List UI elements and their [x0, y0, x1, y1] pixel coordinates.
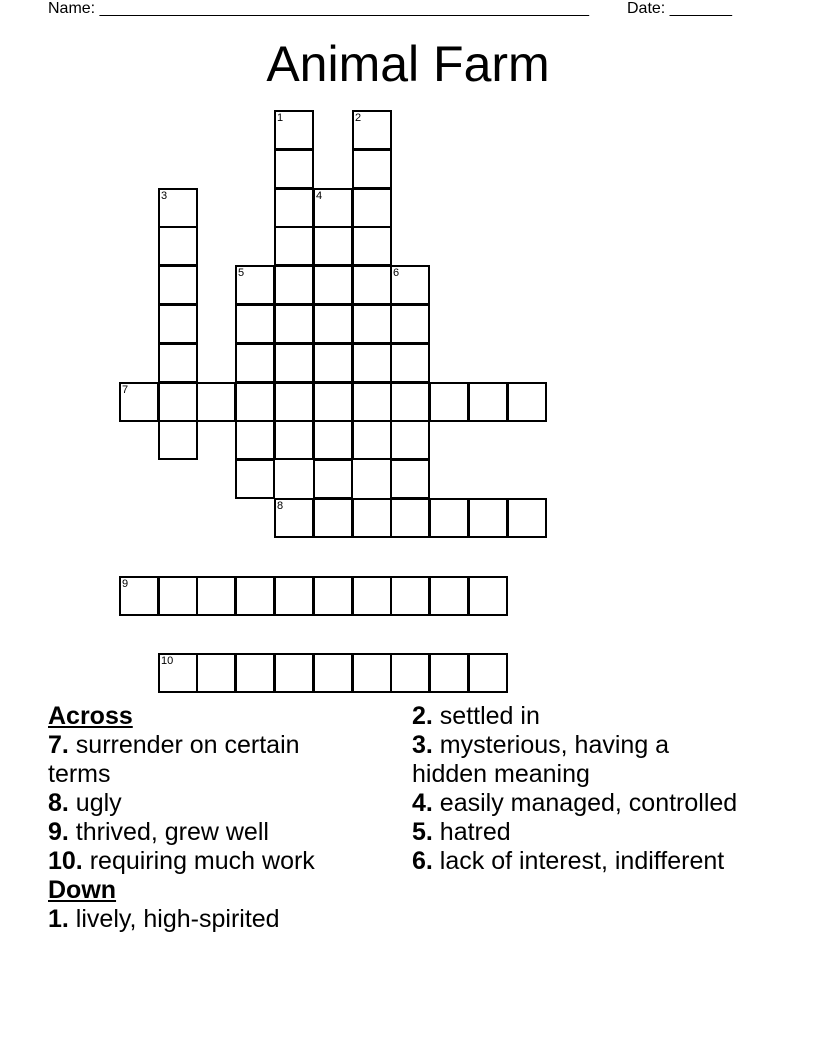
grid-cell[interactable]	[158, 382, 198, 422]
grid-cell[interactable]	[468, 498, 508, 538]
grid-cell[interactable]	[352, 149, 392, 189]
clue-number-label: 9	[122, 578, 129, 590]
grid-cell[interactable]	[235, 382, 275, 422]
grid-cell[interactable]	[352, 226, 392, 266]
grid-cell[interactable]	[390, 576, 430, 616]
clue-number-label: 7	[122, 384, 129, 396]
grid-cell[interactable]	[390, 653, 430, 693]
clue-number-label: 10	[161, 655, 174, 667]
clue-number: 9.	[48, 818, 69, 846]
clue-number-label: 1	[277, 112, 284, 124]
grid-cell[interactable]	[235, 459, 275, 499]
grid-cell[interactable]	[196, 382, 236, 422]
grid-cell[interactable]	[429, 382, 469, 422]
grid-cell[interactable]	[274, 653, 314, 693]
clue-text: settled in	[432, 702, 540, 730]
clue-item	[412, 818, 742, 847]
grid-cell[interactable]	[196, 653, 236, 693]
grid-cell[interactable]	[274, 149, 314, 189]
clue-item	[48, 789, 368, 818]
grid-cell[interactable]	[313, 343, 353, 383]
down-clue-list-continued	[412, 702, 742, 876]
clue-text: mysterious, having a hidden meaning	[412, 731, 670, 788]
clues-right-column	[412, 702, 742, 876]
grid-cell[interactable]	[313, 459, 353, 499]
clue-number-label: 6	[393, 267, 400, 279]
grid-cell[interactable]	[507, 382, 547, 422]
grid-cell[interactable]	[313, 382, 353, 422]
clue-number: 3.	[412, 731, 433, 759]
grid-cell[interactable]	[158, 653, 198, 693]
across-heading: Across	[48, 702, 133, 730]
grid-cell[interactable]	[274, 265, 314, 305]
grid-cell[interactable]	[158, 576, 198, 616]
clue-number: 5.	[412, 818, 433, 846]
date-field-label: Date: _______	[627, 0, 732, 17]
grid-cell[interactable]	[313, 304, 353, 344]
grid-cell[interactable]	[158, 304, 198, 344]
clues-left-column	[48, 702, 368, 934]
grid-cell[interactable]	[352, 420, 392, 460]
clue-text: surrender on certain terms	[48, 731, 300, 788]
grid-cell[interactable]	[390, 420, 430, 460]
grid-cell[interactable]	[429, 576, 469, 616]
grid-cell[interactable]	[158, 226, 198, 266]
grid-cell[interactable]	[429, 498, 469, 538]
grid-cell[interactable]	[390, 498, 430, 538]
grid-cell[interactable]	[235, 576, 275, 616]
grid-cell[interactable]	[468, 382, 508, 422]
clue-text: requiring much work	[82, 847, 315, 875]
clue-text: ugly	[68, 789, 122, 817]
grid-cell[interactable]	[352, 343, 392, 383]
grid-cell[interactable]	[274, 382, 314, 422]
clue-number: 8.	[48, 789, 69, 817]
grid-cell[interactable]	[235, 653, 275, 693]
clue-text: lively, high-spirited	[68, 905, 280, 933]
grid-cell[interactable]	[352, 110, 392, 150]
grid-cell[interactable]	[313, 498, 353, 538]
across-clue-list	[48, 731, 368, 876]
grid-cell[interactable]	[196, 576, 236, 616]
grid-cell[interactable]	[468, 653, 508, 693]
clue-number-label: 4	[316, 190, 323, 202]
grid-cell[interactable]	[429, 653, 469, 693]
grid-cell[interactable]	[390, 304, 430, 344]
clue-item	[412, 789, 742, 818]
grid-cell[interactable]	[158, 265, 198, 305]
page-title: Animal Farm	[266, 36, 550, 92]
clue-item	[48, 905, 368, 934]
down-clue-list-start	[48, 905, 368, 934]
grid-cell[interactable]	[313, 265, 353, 305]
grid-cell[interactable]	[158, 420, 198, 460]
grid-cell[interactable]	[390, 459, 430, 499]
clue-item	[412, 702, 742, 731]
grid-cell[interactable]	[274, 110, 314, 150]
grid-cell[interactable]	[507, 498, 547, 538]
grid-cell[interactable]	[468, 576, 508, 616]
grid-cell[interactable]	[313, 188, 353, 228]
clue-item	[412, 847, 742, 876]
clue-item	[48, 847, 368, 876]
grid-cell[interactable]	[158, 343, 198, 383]
clue-number-label: 3	[161, 190, 168, 202]
grid-cell[interactable]	[235, 265, 275, 305]
grid-cell[interactable]	[390, 265, 430, 305]
grid-cell[interactable]	[352, 304, 392, 344]
clue-text: thrived, grew well	[68, 818, 269, 846]
grid-cell[interactable]	[352, 188, 392, 228]
clue-number: 1.	[48, 905, 69, 933]
clue-number: 10.	[48, 847, 83, 875]
clue-number-label: 5	[238, 267, 245, 279]
clue-item	[48, 818, 368, 847]
grid-cell[interactable]	[352, 653, 392, 693]
grid-cell[interactable]	[119, 576, 159, 616]
name-field-label: Name: _______________________________________________________	[48, 0, 589, 17]
grid-cell[interactable]	[235, 304, 275, 344]
grid-cell[interactable]	[352, 576, 392, 616]
grid-cell[interactable]	[274, 188, 314, 228]
grid-cell[interactable]	[313, 576, 353, 616]
grid-cell[interactable]	[352, 265, 392, 305]
grid-cell[interactable]	[274, 420, 314, 460]
clue-text: hatred	[432, 818, 511, 846]
clue-number: 2.	[412, 702, 433, 730]
down-heading: Down	[48, 876, 117, 904]
clue-number: 7.	[48, 731, 69, 759]
grid-cell[interactable]	[119, 382, 159, 422]
clue-number: 4.	[412, 789, 433, 817]
grid-cell[interactable]	[390, 382, 430, 422]
grid-cell[interactable]	[274, 343, 314, 383]
grid-cell[interactable]	[313, 653, 353, 693]
grid-cell[interactable]	[313, 420, 353, 460]
grid-cell[interactable]	[274, 576, 314, 616]
clue-number-label: 2	[355, 112, 362, 124]
grid-cell[interactable]	[313, 226, 353, 266]
grid-cell[interactable]	[235, 420, 275, 460]
grid-cell[interactable]	[390, 343, 430, 383]
clue-text: easily managed, controlled	[432, 789, 738, 817]
grid-cell[interactable]	[274, 226, 314, 266]
clue-item	[48, 731, 368, 789]
clue-text: lack of interest, indifferent	[432, 847, 725, 875]
grid-cell[interactable]	[274, 498, 314, 538]
grid-cell[interactable]	[235, 343, 275, 383]
clue-number: 6.	[412, 847, 433, 875]
grid-cell[interactable]	[274, 304, 314, 344]
clue-item	[412, 731, 742, 789]
grid-cell[interactable]	[352, 498, 392, 538]
grid-cell[interactable]	[158, 188, 198, 228]
grid-cell[interactable]	[352, 382, 392, 422]
clue-number-label: 8	[277, 500, 284, 512]
